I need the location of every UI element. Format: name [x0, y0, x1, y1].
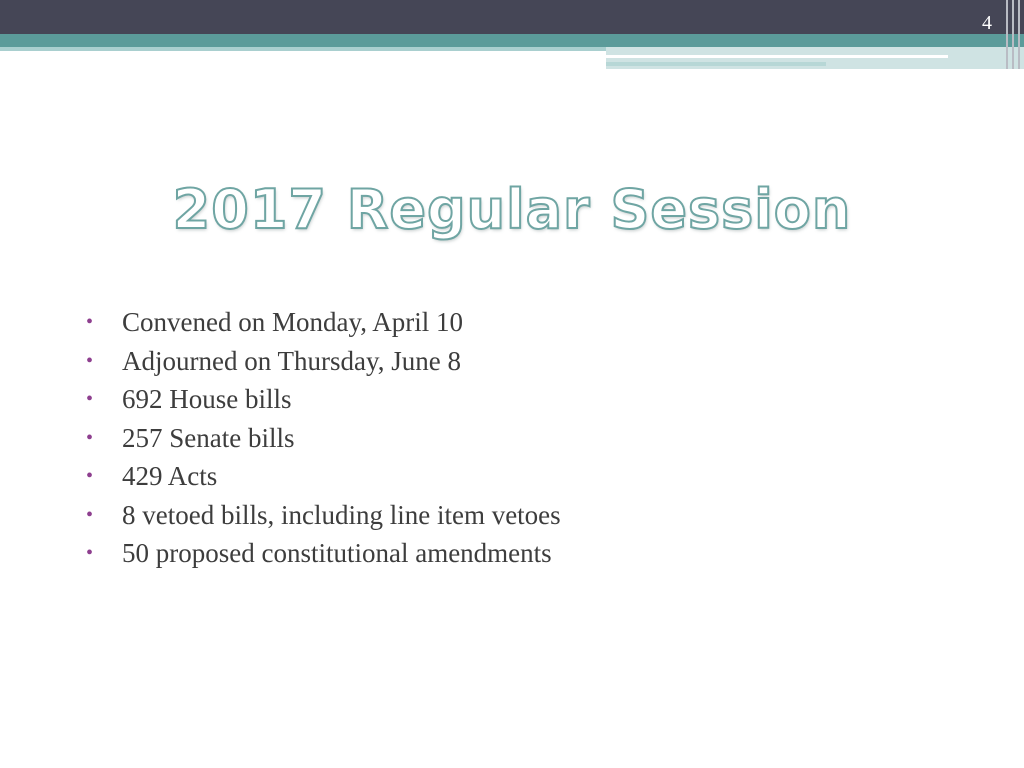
- bullet-item: [84, 419, 561, 458]
- bullet-marker-icon: •: [86, 426, 94, 449]
- bullet-text: Convened on Monday, April 10: [122, 307, 463, 337]
- bullet-item: [84, 380, 561, 419]
- bullet-marker-icon: •: [86, 465, 94, 487]
- bullet-text: 429 Acts: [122, 461, 218, 491]
- bullet-marker-icon: •: [86, 542, 94, 564]
- bullet-item: [84, 303, 561, 342]
- header-band-light-left: [0, 47, 606, 51]
- bullet-marker-icon: •: [86, 311, 94, 333]
- header-edge-lines: [1004, 0, 1024, 69]
- bullet-list: [84, 303, 561, 573]
- header-accent-line-lower: [606, 62, 826, 66]
- bullet-marker-icon: •: [86, 503, 94, 526]
- bullet-marker-icon: •: [86, 349, 94, 372]
- slide-number: 4: [982, 12, 992, 34]
- bullet-item: [84, 534, 561, 573]
- bullet-text: 257 Senate bills: [122, 422, 295, 453]
- bullet-text: 50 proposed constitutional amendments: [122, 538, 552, 568]
- bullet-text: Adjourned on Thursday, June 8: [122, 345, 461, 376]
- bullet-marker-icon: •: [86, 388, 94, 410]
- header-accent-line: [606, 55, 948, 58]
- bullet-item: [84, 342, 561, 381]
- bullet-text: 692 House bills: [122, 384, 292, 414]
- header-band-teal: [0, 34, 1024, 47]
- bullet-item: [84, 457, 561, 496]
- bullet-item: [84, 496, 561, 535]
- bullet-text: 8 vetoed bills, including line item vetoes: [122, 499, 561, 530]
- slide-title: 2017 Regular Session: [172, 178, 852, 241]
- header-band-dark: [0, 0, 1024, 34]
